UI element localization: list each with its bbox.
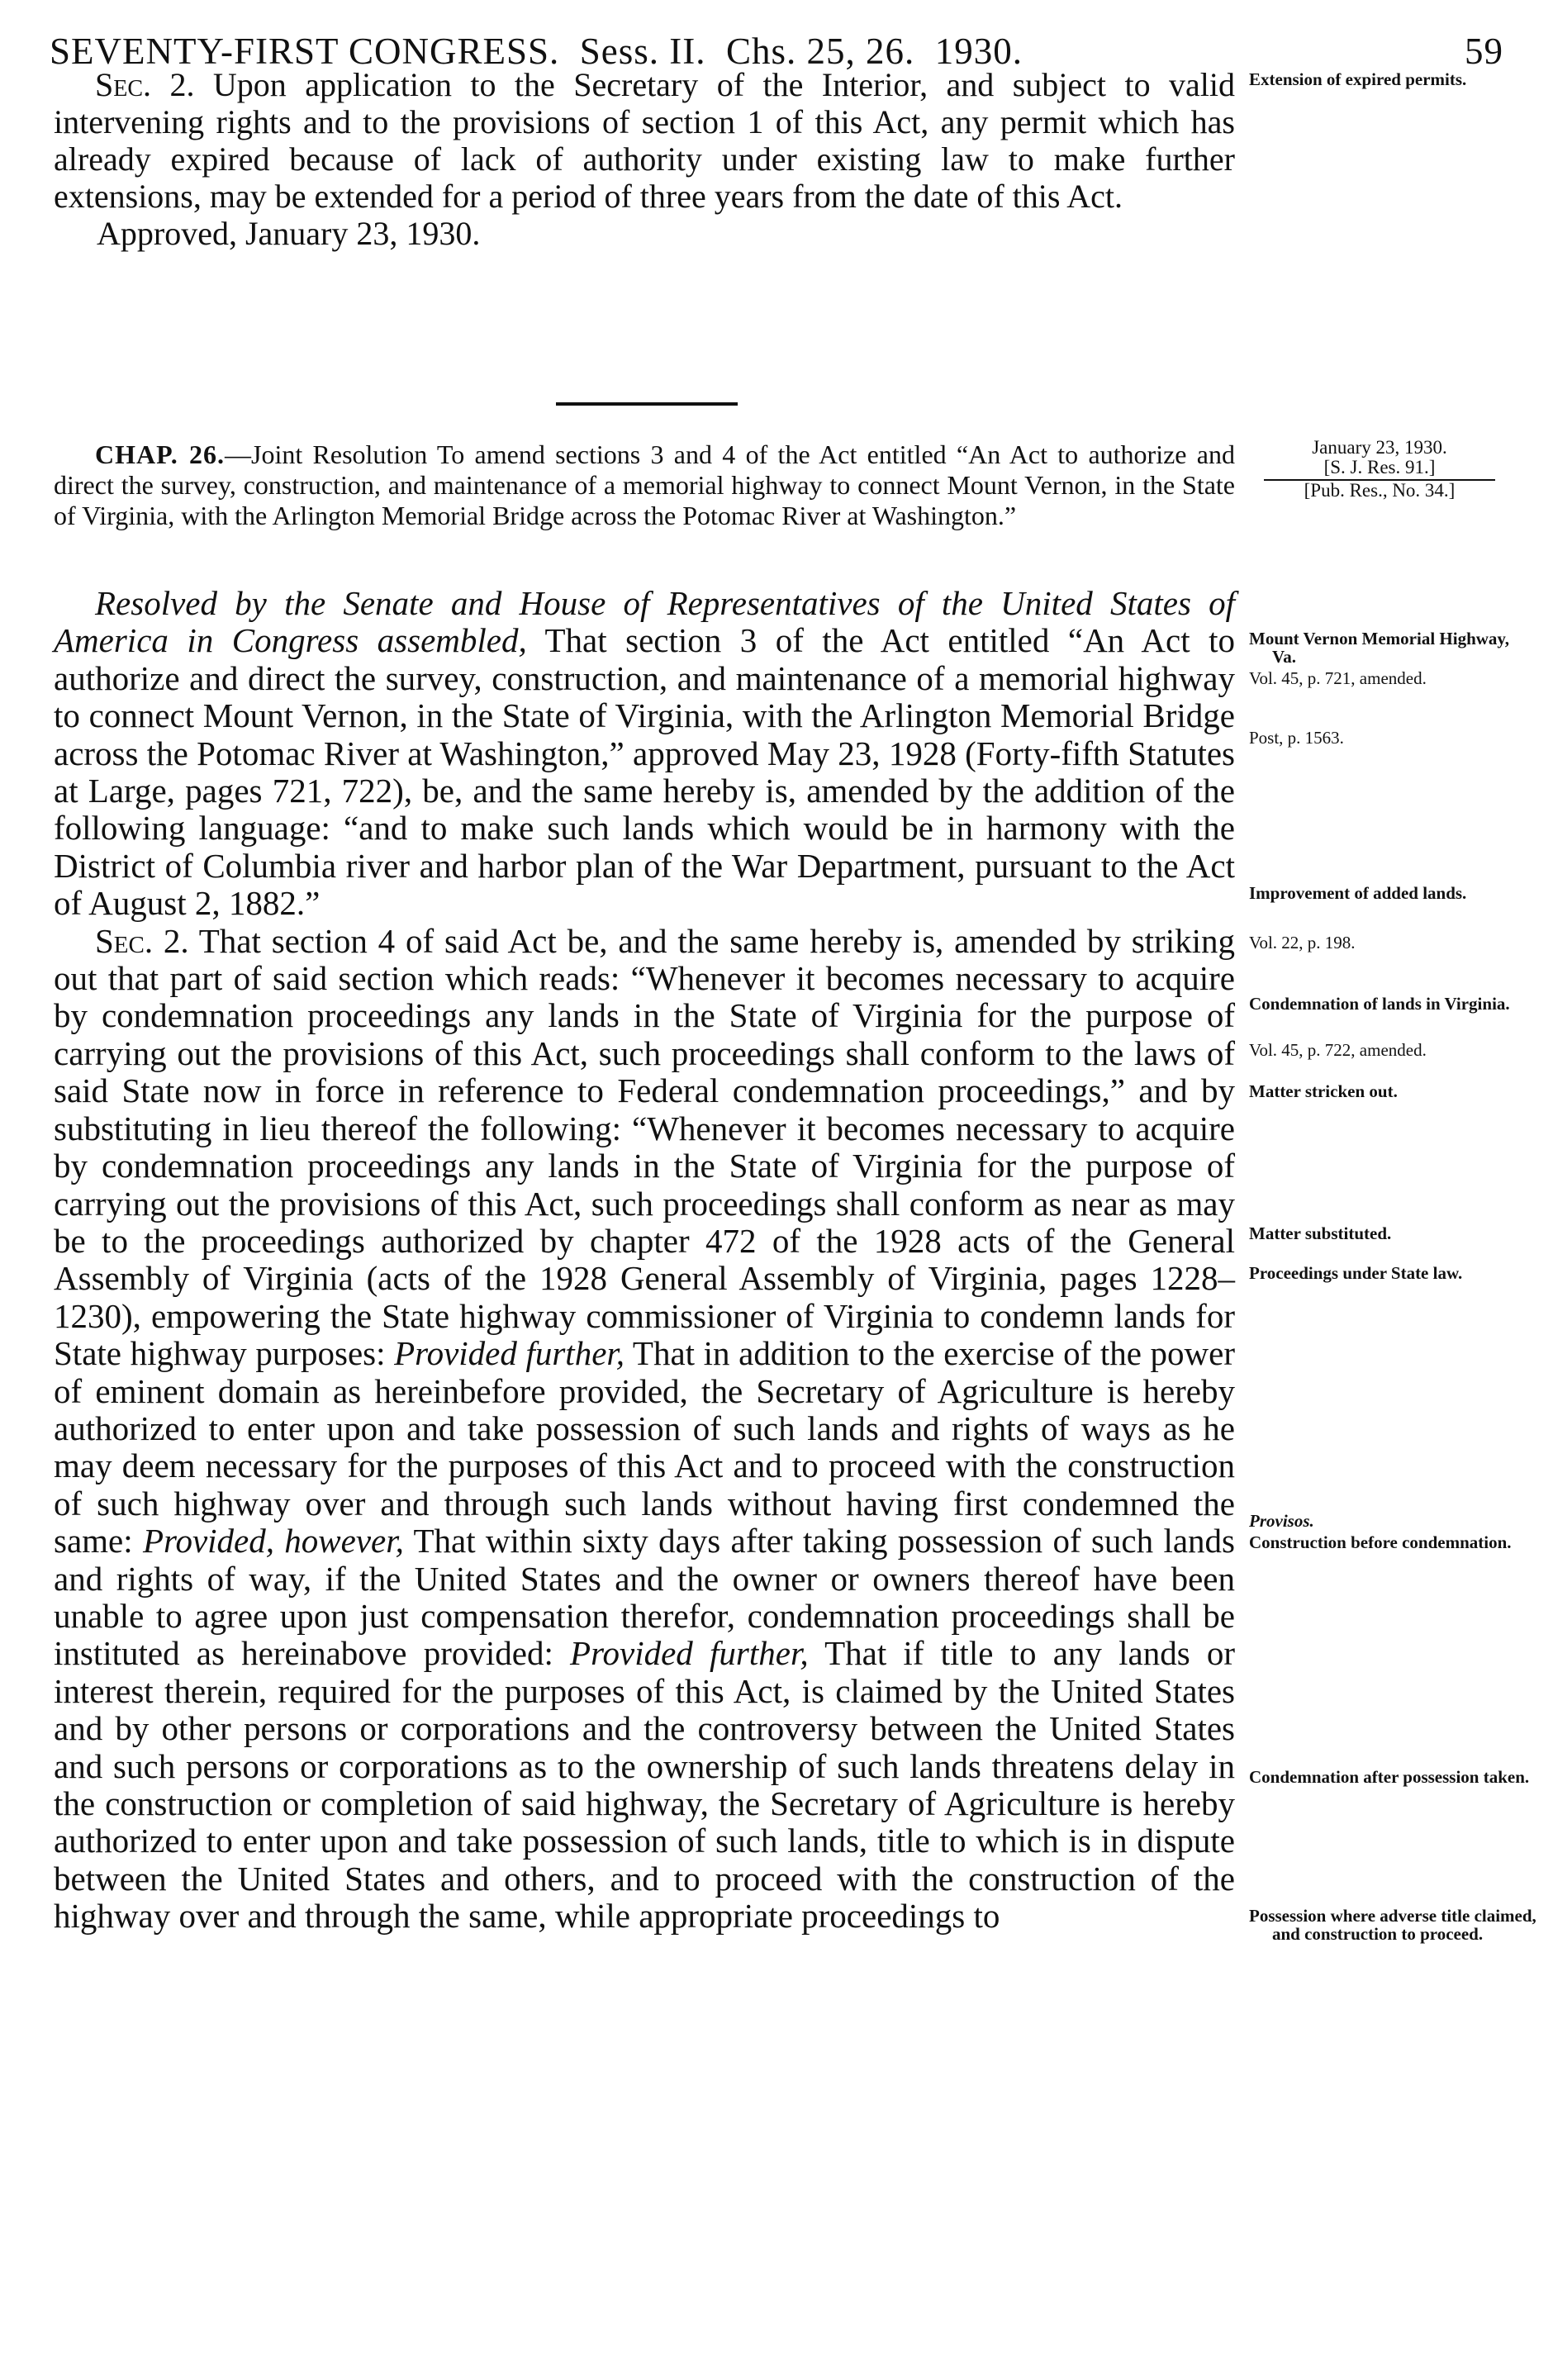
proviso-1: Provided further, bbox=[394, 1334, 625, 1373]
ch26-sec2-part4: That if title to any lands or interest therein, required for the purposes of this Act, is claimed by the United States and by other persons or corporations and the controversy between the United States and such persons or corporations as to the ownership of such lands threatens delay in the construction or completion of said highway, the Secretary of Agriculture is hereby authorized to enter upon and take possession of such lands, title to which is in dispute between the United States and others, and to proceed with the construction of the highway over and through the same, while appropriate proceedings to bbox=[54, 1634, 1235, 1936]
proviso-3: Provided further, bbox=[570, 1634, 809, 1673]
margin-construction-before: Construction before condemnation. bbox=[1249, 1532, 1512, 1552]
margin-vol22-198: Vol. 22, p. 198. bbox=[1249, 933, 1356, 952]
ch26-chap-label: CHAP. 26. bbox=[95, 439, 226, 469]
margin-post-1563: Post, p. 1563. bbox=[1249, 728, 1344, 748]
margin-condemnation-after: Condemnation after possession taken. bbox=[1249, 1767, 1530, 1787]
ch26-sjres: [S. J. Res. 91.] bbox=[1264, 458, 1495, 481]
approval-line: Approved, January 23, 1930. bbox=[97, 215, 481, 252]
enacting-clause: Resolved by the Senate and House of Representatives of the United States of America in Congress assembled, bbox=[54, 584, 1235, 660]
ch26-sec2-label: Sec. 2. bbox=[95, 921, 189, 960]
margin-proceedings-state: Proceedings under State law. bbox=[1249, 1263, 1463, 1283]
ch26-sec1-paragraph bbox=[54, 585, 1235, 923]
page-number: 59 bbox=[1465, 31, 1503, 72]
ch26-sec2-paragraph bbox=[54, 923, 1235, 1936]
margin-possession-adverse: Possession where adverse title claimed, and construction to proceed. bbox=[1249, 1906, 1536, 1944]
ch25-sec2-paragraph bbox=[54, 66, 1235, 215]
margin-matter-stricken: Matter stricken out. bbox=[1249, 1081, 1398, 1101]
margin-improvement: Improvement of added lands. bbox=[1249, 883, 1467, 903]
margin-vol45-722: Vol. 45, p. 722, amended. bbox=[1249, 1040, 1427, 1060]
ch26-sec2-part1: That section 4 of said Act be, and the same hereby is, amended by striking out that part of said section which reads: “Whenever it becomes necessary to acquire by condemnation proceedings any lands in the State of Virginia for the purpose of carrying out the provisions of this Act, such proceedings shall conform to the laws of said State now in force in reference to Federal condemnation proceedings,” and by substituting in lieu thereof the following: “Whenever it becomes necessary to acquire by condemnation proceedings any lands in the State of Virginia for the purpose of carrying out the provisions of this Act, such proceedings shall conform as near as may be to the proceedings authorized by chapter 472 of the 1928 acts of the General Assembly of Virginia (acts of the 1928 General Assembly of Virginia, pages 1228–1230), empowering the State highway commissioner of Virginia to condemn lands for State highway purposes: bbox=[54, 921, 1235, 1373]
ch26-body bbox=[54, 585, 1235, 1936]
ch25-sec2-text: Upon application to the Secretary of the Interior, and subject to valid intervening rights and to the provisions of section 1 of this Act, any permit which has already expired because of lack of authority under existing law to make further extensions, may be extended for a period of three years from the date of this Act. bbox=[54, 66, 1235, 215]
margin-condemnation-va: Condemnation of lands in Virginia. bbox=[1249, 994, 1510, 1014]
margin-extension-expired: Extension of expired permits. bbox=[1249, 69, 1467, 89]
margin-provisos: Provisos. bbox=[1249, 1511, 1314, 1531]
ch26-date: January 23, 1930. bbox=[1312, 437, 1447, 458]
margin-matter-substituted: Matter substituted. bbox=[1249, 1223, 1392, 1243]
margin-mount-vernon: Mount Vernon Memorial Highway, Va. bbox=[1249, 629, 1510, 667]
ch26-citation-box bbox=[1264, 438, 1495, 501]
ch25-sec2-label: Sec. 2. bbox=[95, 66, 195, 103]
ch26-title-text: —Joint Resolution To amend sections 3 and 4 of the Act entitled “An Act to authorize and direct the survey, construction, and maintenance of a memorial highway to connect Mount Vernon, in the State of Virginia, with the Arlington Memorial Bridge across the Potomac River at Washington.” bbox=[54, 439, 1236, 530]
margin-vol45-721: Vol. 45, p. 721, amended. bbox=[1249, 668, 1427, 688]
proviso-2: Provided, however, bbox=[142, 1522, 404, 1561]
ch26-sec1-text: That section 3 of the Act entitled “An Act to authorize and direct the survey, construction, and maintenance of a memorial highway to connect Mount Vernon, in the State of Virginia, with the Arlington Memorial Bridge across the Potomac River at Washington,” approved May 23, 1928 (Forty-fifth Statutes at Large, pages 721, 722), be, and the same hereby is, amended by the addition of the following language: “and to make such lands which would be in harmony with the District of Columbia river and harbor plan of the War Department, pursuant to the Act of August 2, 1882.” bbox=[54, 621, 1236, 923]
section-divider bbox=[556, 402, 738, 406]
ch26-sec2-part3: That within sixty days after taking possession of such lands and rights of way, if the United States and the owner or owners thereof have been unable to agree upon just compensation therefor, condemnation proceedings shall be instituted as hereinabove provided: bbox=[54, 1522, 1235, 1673]
ch26-title-paragraph bbox=[54, 439, 1235, 531]
ch25-body bbox=[54, 66, 1235, 252]
running-head: SEVENTY-FIRST CONGRESS. Sess. II. Chs. 25, 26. 1930. bbox=[50, 31, 1023, 72]
ch26-pubres: [Pub. Res., No. 34.] bbox=[1304, 480, 1456, 501]
ch26-sec2-part2: That in addition to the exercise of the power of eminent domain as hereinbefore provided, the Secretary of Agriculture is hereby authorized to enter upon and take possession of such lands and rights of ways as he may deem necessary for the purposes of this Act and to proceed with the construction of such highway over and through such lands without having first condemned the same: bbox=[54, 1334, 1235, 1561]
ch26-title bbox=[54, 439, 1235, 531]
